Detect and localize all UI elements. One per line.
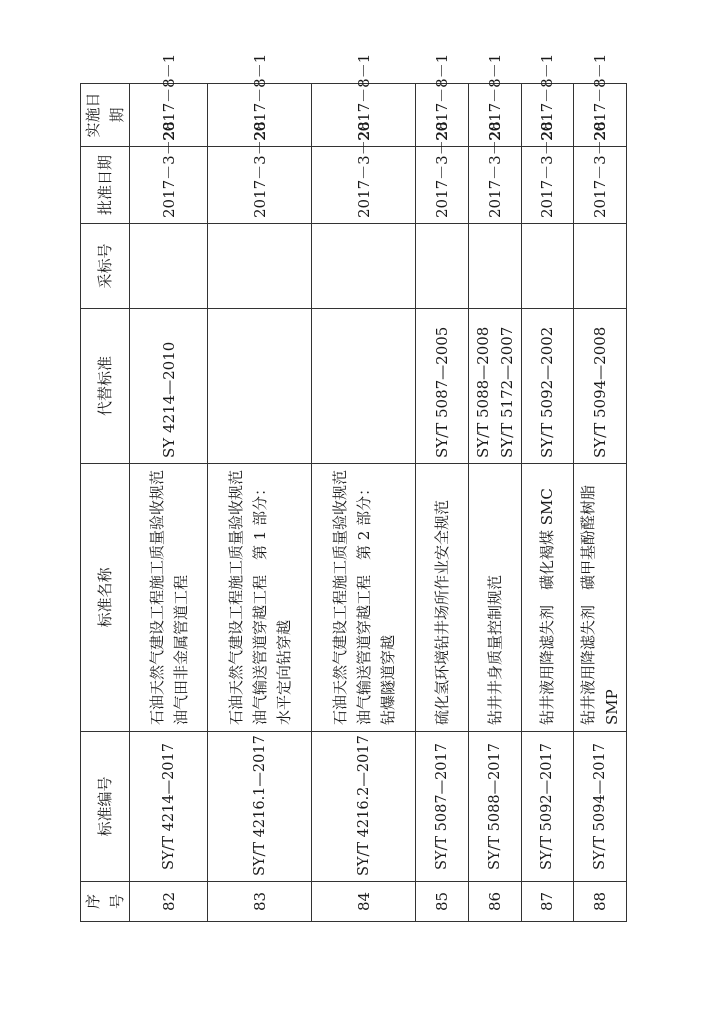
standards-table: [80, 53, 627, 922]
header-adopted: 采标号: [81, 224, 130, 309]
cell-effective: 2017－8－1: [130, 84, 208, 147]
cell-name: 石油天然气建设工程施工质量验收规范 油气输送管道穿越工程 第 1 部分：水平定向钻穿越: [208, 464, 312, 732]
cell-approval: 2017－3－28: [312, 147, 416, 224]
table-body: [130, 53, 627, 922]
header-row: [81, 84, 130, 922]
cell-replaces: [312, 309, 416, 464]
cell-adopted: [521, 224, 573, 309]
cell-replaces: [521, 309, 573, 464]
replaced-standard: SY/T 5087—2005: [433, 326, 451, 458]
cell-seq: 83: [208, 882, 312, 922]
replaced-standard: SY/T 5092—2002: [538, 326, 557, 458]
cell-seq: 88: [573, 882, 626, 922]
cell-name: 石油天然气建设工程施工质量验收规范 油气田非金属管道工程: [130, 464, 208, 732]
cell-seq: 87: [521, 882, 573, 922]
cell-code: SY/T 4214—2017: [130, 732, 208, 882]
cell-code: SY/T 5088—2017: [468, 732, 521, 882]
cell-adopted: [208, 224, 312, 309]
cell-replaces: [208, 309, 312, 464]
cell-seq: 85: [416, 882, 468, 922]
replaced-standard: SY/T 5172—2007: [497, 326, 516, 458]
table-row: [521, 84, 573, 922]
cell-seq: 84: [312, 882, 416, 922]
table-row: [468, 84, 521, 922]
cell-effective: 2017－8－1: [416, 84, 468, 147]
cell-approval: 2017－3－28: [130, 147, 208, 224]
cell-seq: 82: [130, 882, 208, 922]
cell-code: SY/T 5094—2017: [573, 732, 626, 882]
cell-seq: 86: [468, 882, 521, 922]
header-name: 标准名称: [81, 464, 130, 732]
cell-name: 钻井液用降滤失剂 磺甲基酚醛树脂 SMP: [573, 464, 626, 732]
cell-effective: 2017－8－1: [573, 84, 626, 147]
cell-replaces: [416, 309, 468, 464]
cell-name: 钻井井身质量控制规范: [468, 464, 521, 732]
cell-code: SY/T 4216.1—2017: [208, 732, 312, 882]
table-row: [130, 84, 208, 922]
header-approval: 批准日期: [81, 147, 130, 224]
cell-code: SY/T 4216.2—2017: [312, 732, 416, 882]
cell-adopted: [573, 224, 626, 309]
cell-replaces: [130, 309, 208, 464]
cell-effective: 2017－8－1: [312, 84, 416, 147]
header-seq: 序号: [81, 882, 130, 922]
cell-name: 石油天然气建设工程施工质量验收规范 油气输送管道穿越工程 第 2 部分：钻爆隧道穿越: [312, 464, 416, 732]
cell-adopted: [130, 224, 208, 309]
cell-code: SY/T 5092—2017: [521, 732, 573, 882]
cell-effective: 2017－8－1: [468, 84, 521, 147]
cell-approval: 2017－3－28: [573, 147, 626, 224]
cell-code: SY/T 5087—2017: [416, 732, 468, 882]
cell-replaces: [468, 309, 521, 464]
cell-approval: 2017－3－28: [208, 147, 312, 224]
cell-name: 硫化氢环境钻井场所作业安全规范: [416, 464, 468, 732]
replaced-standard: SY 4214—2010: [159, 341, 178, 458]
cell-approval: 2017－3－28: [521, 147, 573, 224]
rotated-table-wrapper: [80, 53, 627, 922]
cell-replaces: [573, 309, 626, 464]
header-replaces: 代替标准: [81, 309, 130, 464]
cell-effective: 2017－8－1: [521, 84, 573, 147]
cell-adopted: [312, 224, 416, 309]
table-row: [312, 84, 416, 922]
header-effective: 实施日期: [81, 84, 130, 147]
header-code: 标准编号: [81, 732, 130, 882]
table-row: [416, 84, 468, 922]
cell-adopted: [416, 224, 468, 309]
replaced-standard: SY/T 5088—2008: [473, 326, 492, 458]
cell-adopted: [468, 224, 521, 309]
replaced-standard: SY/T 5094—2008: [590, 326, 609, 458]
table-row: [573, 84, 626, 922]
cell-approval: 2017－3－28: [416, 147, 468, 224]
cell-name: 钻井液用降滤失剂 磺化褐煤 SMC: [521, 464, 573, 732]
cell-effective: 2017－8－1: [208, 84, 312, 147]
cell-approval: 2017－3－28: [468, 147, 521, 224]
table-row: [208, 84, 312, 922]
